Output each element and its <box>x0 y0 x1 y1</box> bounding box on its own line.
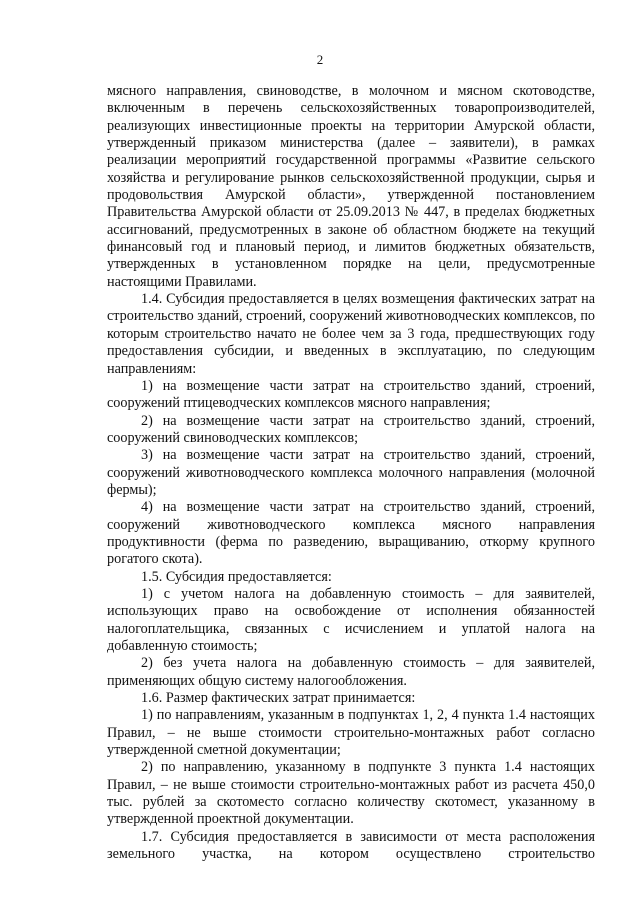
list-item: 3) на возмещение части затрат на строительство зданий, строений, сооружений животноводческого комплекса молочного направления (молочной фермы); <box>107 447 595 498</box>
list-item: 1) на возмещение части затрат на строительство зданий, строений, сооружений птицеводческих комплексов мясного направления; <box>107 377 595 412</box>
paragraph-1-5: 1.5. Субсидия предоставляется: <box>141 568 332 585</box>
list-item: 2) без учета налога на добавленную стоимость – для заявителей, применяющих общую систему налогообложения. <box>107 655 595 689</box>
document-body <box>107 83 595 863</box>
paragraph: мясного направления, свиноводстве, в молочном и мясном скотоводстве, включенным в перечень сельскохозяйственных товаропроизводителей, реализующих инвестиционные проекты на территории Амурской области, утвержденный приказом министерства (далее – заявители), в рамках реализации мероприятий государственной программы «Развитие сельского хозяйства и регулирование рынков сельскохозяйственной продукции, сырья и продовольствия Амурской области», утвержденной постановлением Правительства Амурской области от 25.09.2013 № 447, в пределах бюджетных ассигнований, предусмотренных в законе об областном бюджете на текущий финансовый год и плановый период, и лимитов бюджетных обязательств, утвержденных в установленном порядке на цели, предусмотренные настоящими Правилами. <box>107 83 595 290</box>
paragraph-1-4: 1.4. Субсидия предоставляется в целях возмещения фактических затрат на строительство зданий, строений, сооружений животноводческих комплексов, по которым строительство начато не более чем за 3 года, предшествующих году предоставления субсидии, и введенных в эксплуатацию, по следующим направлениям: <box>107 291 595 377</box>
paragraph-1-6: 1.6. Размер фактических затрат принимается: <box>141 690 416 707</box>
list-item: 2) на возмещение части затрат на строительство зданий, строений, сооружений свиноводческих комплексов; <box>107 412 595 446</box>
list-item: 1) с учетом налога на добавленную стоимость – для заявителей, использующих право на освобождение от исполнения обязанностей налогоплательщика, связанных с исчислением и уплатой налога на добавленную стоимость; <box>107 585 595 654</box>
paragraph-1-7: 1.7. Субсидия предоставляется в зависимости от места расположения земельного участка, на котором осуществлено строительство <box>107 828 595 863</box>
list-item: 4) на возмещение части затрат на строительство зданий, строений, сооружений животноводческого комплекса мясного направления продуктивности (ферма по разведению, выращиванию, откорму крупного рогатого скота). <box>107 499 595 568</box>
list-item: 1) по направлениям, указанным в подпунктах 1, 2, 4 пункта 1.4 настоящих Правил, – не выше стоимости строительно-монтажных работ согласно утвержденной сметной документации; <box>107 707 595 759</box>
page-number: 2 <box>316 52 324 67</box>
list-item: 2) по направлению, указанному в подпункте 3 пункта 1.4 настоящих Правил, – не выше стоимости строительно-монтажных работ из расчета 450,0 тыс. рублей за скотоместо согласно количеству скотомест, указанному в утвержденной проектной документации. <box>107 759 595 828</box>
